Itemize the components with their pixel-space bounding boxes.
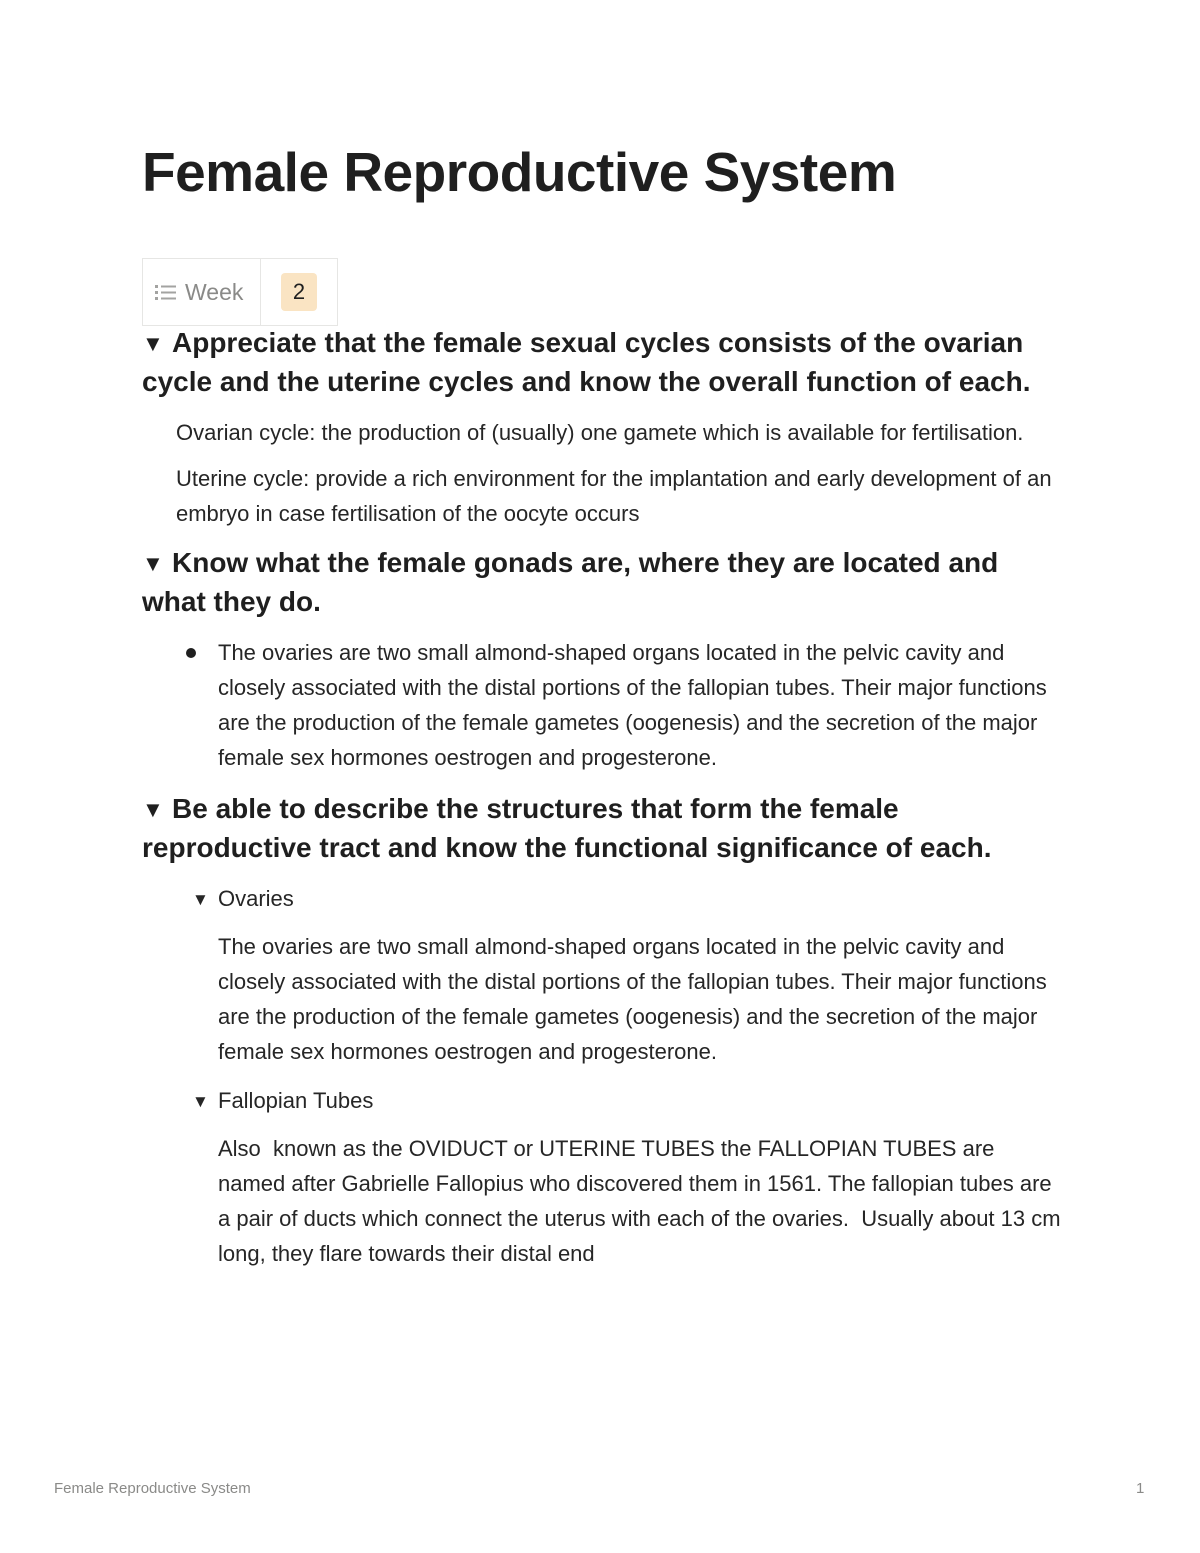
- toggle-heading-gonads[interactable]: [142, 544, 1062, 621]
- page-title: Female Reproductive System: [142, 141, 897, 203]
- paragraph-ovarian-cycle: Ovarian cycle: the production of (usually) one gamete which is available for fertilisation.: [176, 420, 1024, 445]
- triangle-down-icon[interactable]: ▼: [142, 797, 164, 822]
- toggle-label: Ovaries: [218, 886, 294, 911]
- heading-text: Be able to describe the structures that form the female reproductive tract and know the functional significance of each.: [142, 793, 992, 863]
- triangle-down-icon[interactable]: ▼: [192, 890, 209, 909]
- bullet-text: The ovaries are two small almond-shaped organs located in the pelvic cavity and closely associated with the distal portions of the fallopian tubes. Their major functions are the production of the female gametes (oogenesis) and the secretion of the major female sex hormones oestrogen and progesterone.: [218, 640, 1047, 770]
- triangle-down-icon[interactable]: ▼: [142, 331, 164, 356]
- toggle-label: Fallopian Tubes: [218, 1088, 374, 1113]
- toggle-ovaries[interactable]: [142, 881, 1062, 917]
- heading-text: Know what the female gonads are, where they are located and what they do.: [142, 547, 999, 617]
- paragraph-ovaries: The ovaries are two small almond-shaped organs located in the pelvic cavity and closely associated with the distal portions of the fallopian tubes. Their major functions are the production of the female gametes (oogenesis) and the secretion of the major female sex hormones oestrogen and progesterone.: [218, 934, 1047, 1064]
- triangle-down-icon[interactable]: ▼: [142, 551, 164, 576]
- bullet-icon: [186, 648, 196, 658]
- content: [142, 324, 1067, 1271]
- property-name[interactable]: [143, 259, 261, 325]
- paragraph-fallopian-tubes: Also known as the OVIDUCT or UTERINE TUBES the FALLOPIAN TUBES are named after Gabrielle Fallopius who discovered them in 1561. The fallopian tubes are a pair of ducts which connect the uterus with each of the ovaries. Usually about 13 cm long, they flare towards their distal end: [218, 1136, 1067, 1266]
- triangle-down-icon[interactable]: ▼: [192, 1092, 209, 1111]
- list-item: [142, 635, 1062, 775]
- footer-page-number: 1: [1136, 1480, 1145, 1497]
- heading-text: Appreciate that the female sexual cycles consists of the ovarian cycle and the uterine cycles and know the overall function of each.: [142, 327, 1031, 397]
- toggle-heading-reproductive-tract[interactable]: [142, 790, 1062, 867]
- footer-title: Female Reproductive System: [54, 1480, 251, 1497]
- week-tag: 2: [281, 273, 317, 311]
- property-row-week: [142, 258, 338, 326]
- property-label: Week: [185, 278, 244, 305]
- toggle-heading-sexual-cycles[interactable]: [142, 324, 1062, 401]
- paragraph-uterine-cycle: Uterine cycle: provide a rich environment for the implantation and early development of an embryo in case fertilisation of the oocyte occurs: [176, 466, 1052, 526]
- property-value[interactable]: [261, 259, 337, 325]
- toggle-fallopian-tubes[interactable]: [142, 1083, 1062, 1119]
- list-icon: [155, 283, 177, 301]
